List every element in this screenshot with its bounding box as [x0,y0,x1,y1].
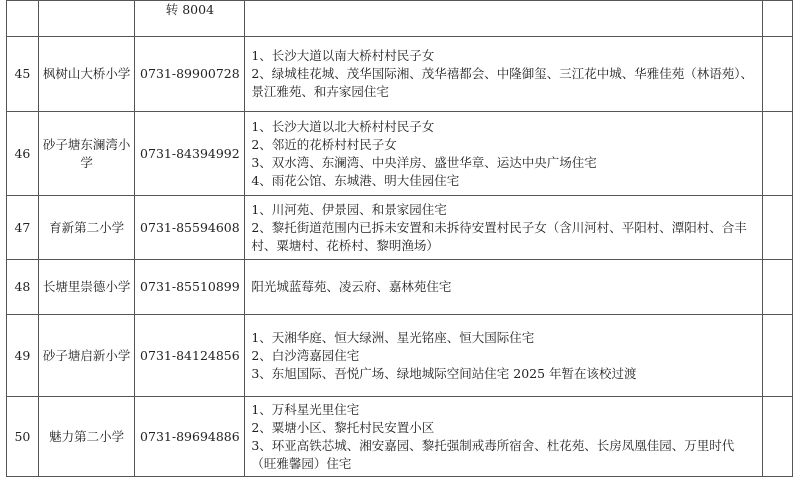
extra-cell [763,315,793,397]
table-row [7,112,793,196]
table-row [7,260,793,315]
phone-cell [135,196,245,260]
row-number-cell [7,260,39,315]
school-name: 砂子塘启新小学 [42,347,131,363]
phone-cell [135,112,245,196]
extra-cell [763,397,793,477]
phone-number: 0731-85594608 [140,219,240,235]
phone-number: 0731-89900728 [140,66,240,81]
row-number: 45 [14,66,31,81]
area-cell [245,260,763,315]
area-item: 阳光城蓝莓苑、凌云府、嘉林苑住宅 [251,279,452,294]
phone-cell [135,260,245,315]
row-number: 47 [14,219,31,235]
area-cell [245,112,763,196]
row-number-cell [7,315,39,397]
phone-cell [135,315,245,397]
school-name: 砂子塘东澜湾小学 [42,136,131,170]
area-item: 1、长沙大道以南大桥村村民子女 [251,48,435,63]
area-item: 4、雨花公馆、东城港、明大佳园住宅 [251,172,460,188]
table-row [7,1,793,37]
area-item: 3、环亚高铁芯城、湘安嘉园、黎托强制戒毒所宿舍、杜花苑、长房凤凰佳园、万里时代（旺雅馨园）住宅 [251,437,735,471]
row-number-cell [7,112,39,196]
area-item: 1、万科星光里住宅 [251,401,360,417]
phone-number: 0731-89694886 [140,428,240,444]
area-item: 2、黎托街道范围内已拆未安置和未拆待安置村民子女（含川河村、平阳村、潭阳村、合丰村、粟塘村、花桥村、黎明渔场） [251,219,747,253]
school-name-cell [38,260,135,315]
phone-number: 0731-84124856 [140,347,240,363]
area-item: 1、天湘华庭、恒大绿洲、星光铭座、恒大国际住宅 [251,329,535,345]
phone-number: 0731-84394992 [140,145,240,161]
area-item: 3、东旭国际、吾悦广场、绿地城际空间站住宅 2025 年暂在该校过渡 [251,365,637,381]
area-cell [245,1,763,37]
row-number-cell [7,196,39,260]
row-number: 49 [14,347,31,363]
school-name: 魅力第二小学 [49,428,125,444]
row-number-cell [7,37,39,112]
extra-cell [763,112,793,196]
school-name-cell [38,315,135,397]
row-number-cell [7,1,39,37]
extra-cell [763,196,793,260]
area-item: 2、绿城桂花城、茂华国际湘、茂华禧都会、中隆御玺、三江花中城、华雅佳苑（林语苑）、景江雅苑、和卉家园住宅 [251,66,754,99]
table-row [7,397,793,477]
area-item: 1、川河苑、伊景园、和景家园住宅 [251,201,447,217]
phone-cell [135,397,245,477]
table-row [7,315,793,397]
phone-continuation: 转 8004 [165,2,215,17]
area-item: 2、白沙湾嘉园住宅 [251,347,360,363]
area-cell [245,196,763,260]
extra-cell [763,1,793,37]
area-cell [245,397,763,477]
school-name-cell [38,37,135,112]
phone-cell [135,37,245,112]
area-cell [245,37,763,112]
school-name-cell [38,1,135,37]
school-name-cell [38,112,135,196]
area-item: 2、邻近的花桥村村民子女 [251,136,397,152]
area-item: 2、粟塘小区、黎托村民安置小区 [251,419,435,435]
school-name: 枫树山大桥小学 [42,66,131,81]
school-name-cell [38,397,135,477]
school-name: 长塘里崇德小学 [42,279,131,294]
school-name-cell [38,196,135,260]
school-district-table [6,0,793,477]
extra-cell [763,260,793,315]
row-number: 46 [14,145,31,161]
row-number-cell [7,397,39,477]
table-row [7,37,793,112]
area-item: 3、双水湾、东澜湾、中央洋房、盛世华章、运达中央广场住宅 [251,154,597,170]
extra-cell [763,37,793,112]
table-row [7,196,793,260]
area-cell [245,315,763,397]
row-number: 48 [14,279,31,294]
area-item: 1、长沙大道以北大桥村村民子女 [251,118,435,134]
school-name: 育新第二小学 [49,219,125,235]
phone-number: 0731-85510899 [140,279,240,294]
phone-cell [135,1,245,37]
row-number: 50 [14,428,31,444]
